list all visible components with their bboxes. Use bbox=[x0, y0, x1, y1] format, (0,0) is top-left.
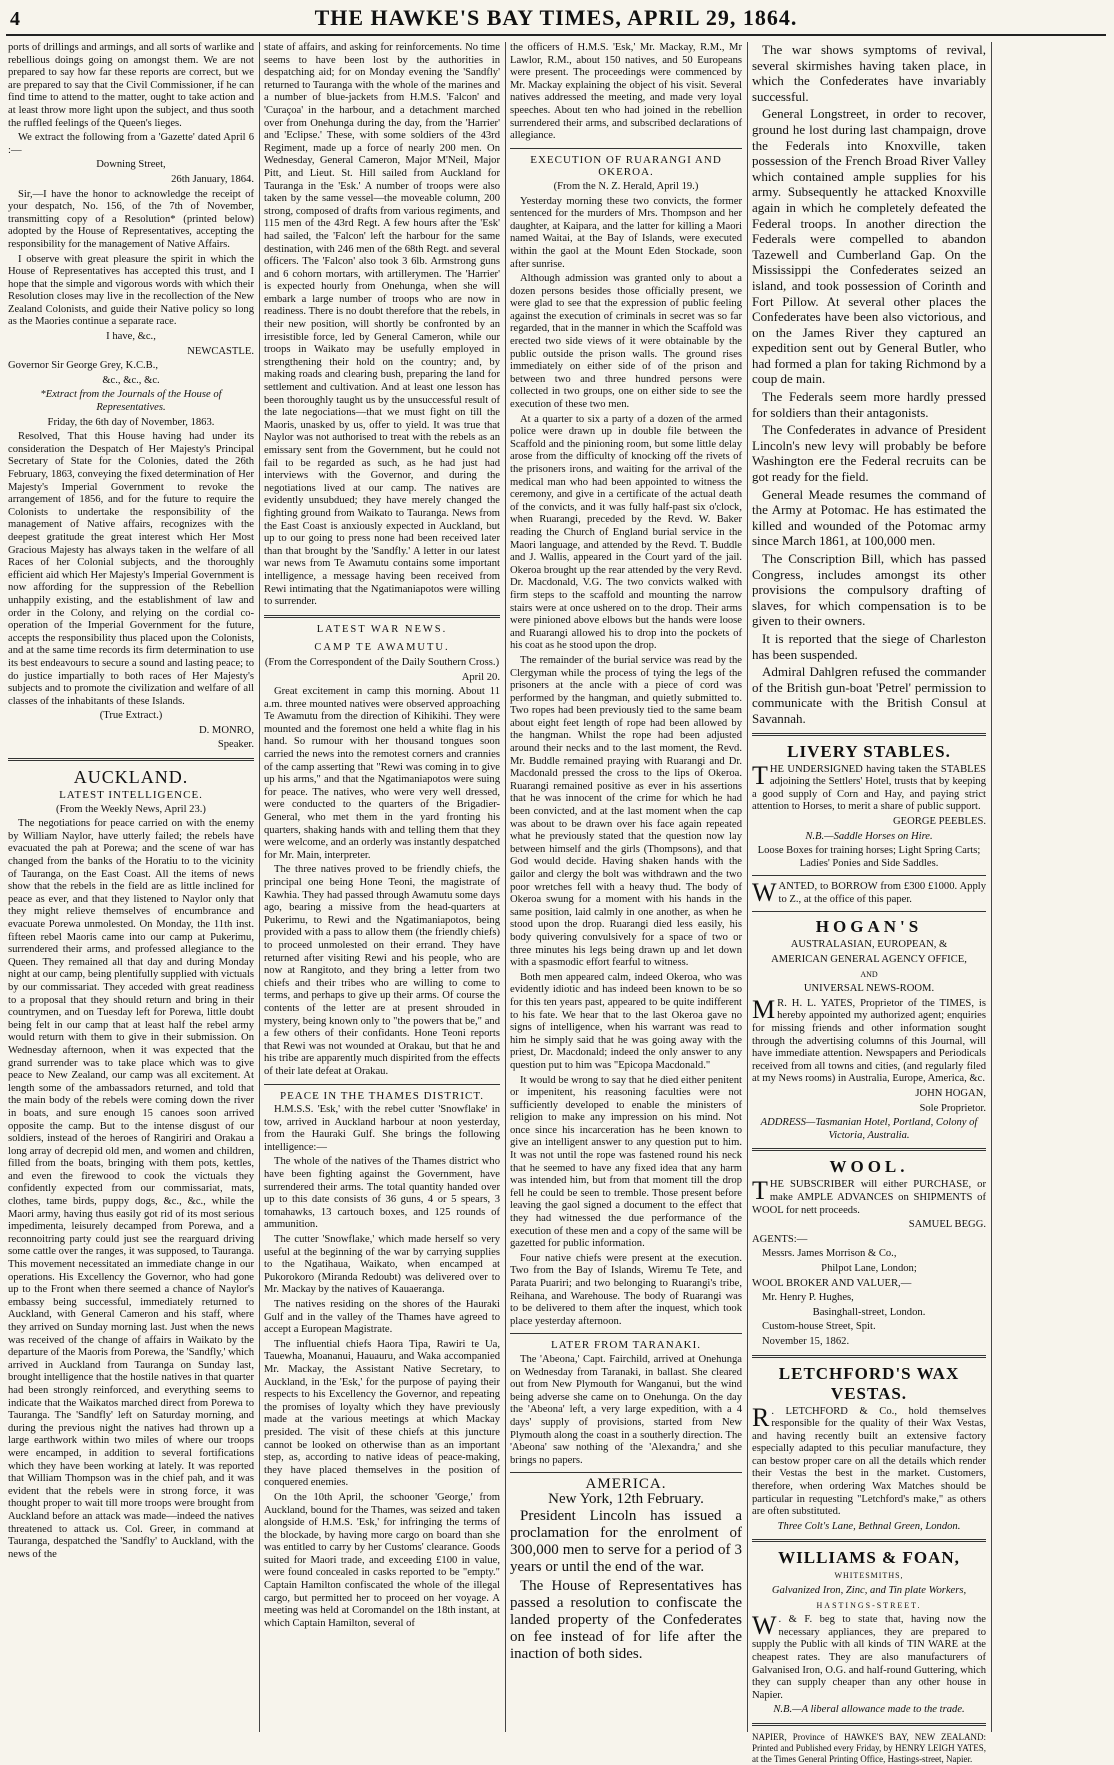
paragraph: ports of drillings and armings, and all sorts of warlike and rebellious doings going on amongst them. We are not prepared to say how far these reports are correct, but we are prepared to say that the Civil Commissioner, if he can find time to attend to the matter, ought to take action and at least throw more light upon the subject, and thus sooth the ruffled feelings of the Queen's lieges. bbox=[8, 42, 254, 129]
divider bbox=[752, 733, 986, 736]
source-line: (From the Weekly News, April 23.) bbox=[56, 803, 206, 815]
signature: I have, &c., bbox=[106, 331, 156, 343]
paragraph: Great excitement in camp this morning. About 11 a.m. three mounted natives were observed approaching Te Awamutu from the direction of Kihikihi. They were mounted and the foremost one held a white flag in his hand. So rumour with her thousand tongues soon carried the news into the remotest corners and crannies of the camp asserting that "Rewi was coming in to give up his arms," and that the Ngatimaniapotos were suing for peace. The natives, who were very well dressed, were conducted to the quarters of the Brigadier-General, who met them in the yard fronting his quarters, shaking hands with and telling them that they were welcome, and an orderly was instantly despatched for Mr. Main, interpreter. bbox=[264, 686, 500, 861]
newspaper-page bbox=[6, 4, 1106, 1764]
ad-subheading: HASTINGS-STREET. bbox=[816, 1600, 922, 1610]
ad-line: AGENTS:— bbox=[752, 1233, 808, 1245]
paragraph: Admiral Dahlgren refused the commander of the British gun-boat 'Petrel' permission to communicate with the British Consul at Savannah. bbox=[752, 664, 986, 726]
paragraph: The cutter 'Snowflake,' which made herself so very useful at the beginning of the war by carrying supplies to the Ngatihaua, Waikato, when encamped at Pukorokoro (Miranda Redoubt) was delivered over to Mr. Mackay by the natives of Kauaeranga. bbox=[264, 1234, 500, 1296]
ad-subheading: UNIVERSAL NEWS-ROOM. bbox=[803, 983, 935, 995]
paragraph: Yesterday morning these two convicts, the former sentenced for the murders of Mrs. Thompson and her daughter, at Kaipara, and the latter for killing a Maori named Waitai, at the Bay of Islands, were executed within the gaol at the Mount Eden Stockade, soon after sunrise. bbox=[510, 195, 742, 270]
paragraph: We extract the following from a 'Gazette' dated April 6 :— bbox=[8, 132, 254, 156]
ad-text: . & F. beg to state that, having now the necessary appliances, they are prepared to supply the Public with all kinds of TIN WARE at the cheapest rates. They are also manufacturers of Galvanised Iron, O.G. and half-round Guttering, which they can supply cheaper than any other house in Napier. bbox=[752, 1614, 986, 1701]
divider bbox=[8, 758, 254, 761]
paragraph: the officers of H.M.S. 'Esk,' Mr. Mackay, R.M., Mr Lawlor, R.M., about 150 natives, and 50 Europeans were present. The proceedings were commenced by Mr. Mackay explaining the object of his visit. Several natives addressed the meeting, and made very loyal speeches. About ten who had joined in the rebellion surrendered their arms, and subscribed declarations of allegiance. bbox=[510, 42, 742, 142]
column-rule bbox=[505, 42, 506, 1732]
ad-hogans bbox=[752, 917, 986, 1142]
paragraph: The Federals seem more hardly pressed for soldiers than their antagonists. bbox=[752, 389, 986, 420]
ad-heading: WOOL. bbox=[829, 1157, 909, 1177]
ad-subheading: AMERICAN GENERAL AGENCY OFFICE, bbox=[771, 954, 967, 966]
paragraph: The whole of the natives of the Thames district who have been fighting against the Government, have surrendered their arms. The total quantity handed over up to this date consists of 36 guns, 4 or 5 spears, 3 tomahawks, 13 cartouch boxes, and 125 rounds of ammunition. bbox=[264, 1156, 500, 1231]
divider bbox=[752, 1148, 986, 1151]
section-heading-auckland: AUCKLAND. bbox=[73, 767, 189, 788]
columns bbox=[6, 42, 1106, 1764]
ad-livery-stables bbox=[752, 742, 986, 871]
signer: D. MONRO, bbox=[198, 724, 254, 736]
paragraph: The 'Abeona,' Capt. Fairchild, arrived at Onehunga on Wednesday from Taranaki, in ballast. She cleared out from New Plymouth for Wanganui, but the wind being adverse she came on to Onehunga. On the day the 'Abeona' left, a very large expedition, with a 4 days' supply of provisions, started from New Plymouth along the coast in a southerly direction. The 'Abeona' saw nothing of the 'Alexandra,' and she brings no papers. bbox=[510, 1353, 742, 1466]
ad-text: HE SUBSCRIBER will either PURCHASE, or make AMPLE ADVANCES on SHIPMENTS of WOOL for nett proceeds. bbox=[752, 1179, 986, 1216]
divider bbox=[264, 1084, 500, 1085]
drop-cap: R bbox=[752, 1402, 770, 1432]
paragraph: On the 10th April, the schooner 'George,' from Auckland, bound for the Thames, was seized and taken alongside of H.M.S. 'Esk,' for infringing the terms of the blockade, by having more cargo on board than she was entitled to carry by her Customs' clearance. Goods suited for Maori trade, and exceeding £100 in value, were found concealed in casks reported to be "empty." Captain Hamilton confiscated the whole of the illegal cargo, but permitted her to proceed on her voyage. A meeting was held at Coromandel on the 18th instant, at which Captain Hamilton, several of bbox=[264, 1491, 500, 1629]
divider bbox=[752, 1539, 986, 1542]
paragraph: The Confederates in advance of President Lincoln's new levy will probably be before Washington ere the Federal recruits can be got ready for the field. bbox=[752, 422, 986, 485]
ad-line: Philpot Lane, London; bbox=[821, 1262, 917, 1274]
divider bbox=[510, 1333, 742, 1334]
paragraph: Resolved, That this House having had under its consideration the Despatch of Her Majesty's Principal Secretary of State for the Colonies, dated the 26th February, 1863, conveying the fixed determination of Her Majesty's Imperial Government to revoke the arrangement of 1856, and for the future to require the Colonists to undertake the responsibility of the management of Native affairs, recognizes with the deepest gratitude the great interest which Her Most Gracious Majesty has always taken in the welfare of all Races of her Colonial subjects, and the thoroughly efficient aid which Her Majesty's Imperial Government is now affording for the suppression of the Rebellion unhappily existing, and the establishment of law and order in the Colony, and relying on the cordial co-operation of the Imperial Government for the future, accepts the responsibility thus placed upon the Colonists, and at the same time records its firm determination to use its best endeavours to secure a sound and lasting peace; to do justice impartially to both races of Her Majesty's subjects and to promote the civilization and welfare of all classes of the inhabitants of these Islands. bbox=[8, 431, 254, 707]
paragraph: It would be wrong to say that he died either penitent or impenitent, his reasoning faculties were not sufficiently developed to enable the ministers of religion to make any impression on his mind. Not once since his incarceration has he been known to give an intelligent answer to any question put to him. It was not until the rope was fastened round his neck that he seemed to have any fixed idea that any harm was intended him, but from that moment till the drop fell he could be seen to tremble. Those present before leaving the gaol signed a document to the effect that they had witnessed the due performance of the execution of these men and a copy of the same will be gazetted for public information. bbox=[510, 1074, 742, 1250]
column-rule bbox=[747, 42, 748, 1732]
ad-note: N.B.—A liberal allowance made to the trade. bbox=[773, 1704, 965, 1716]
paragraph: H.M.S.S. 'Esk,' with the rebel cutter 'Snowflake' in tow, arrived in Auckland harbour at noon yesterday, from the Hauraki Gulf. She brings the following intelligence:— bbox=[264, 1104, 500, 1153]
ad-address: Three Colt's Lane, Bethnal Green, London. bbox=[777, 1520, 961, 1532]
dateline: 26th January, 1864. bbox=[171, 173, 254, 185]
divider bbox=[510, 1472, 742, 1473]
section-heading-war-news: LATEST WAR NEWS. bbox=[316, 623, 448, 635]
column-rule bbox=[259, 42, 260, 1732]
drop-cap: T bbox=[752, 760, 768, 790]
paragraph: At a quarter to six a party of a dozen of the armed police were drawn up in double file between the Scaffold and the pinioning room, but some little delay arose from the difficulty of knocking off the rivets of the prisoners irons, and waiting for the arrival of the medical man who had been appointed to witness the ceremony, and give in a certificate of the actual death of the convicts, and it was fully half-past six o'clock, when Ruarangi, preceded by the Revd. W. Baker reading the Church of England burial service in the Maori language, and attended by the Revd. T. Buddle and J. Wallis, appeared in the Court yard of the jail. Okeroa brought up the rear attended by the very Revd. Dr. Macdonald, V.G. The two convicts walked with firm steps to the scaffold and mounting the narrow stairs were at once ushered on to the drop. Their arms were pinioned above elbows but the hands were loose and Ruarangi allowed his to drop into the pockets of his coat as he stood upon the drop. bbox=[510, 413, 742, 652]
ad-subheading: AND bbox=[860, 969, 878, 979]
ad-line: WOOL BROKER AND VALUER,— bbox=[752, 1277, 912, 1289]
paragraph: Four native chiefs were present at the execution. Two from the Bay of Islands, Wiremu Te Tete, and Parata Puariri; and two belonging to Ruarangi's tribe, Reihana, and Warehouse. The body of Ruarangi was to be delivered to them after the inquest, which took place yesterday afternoon. bbox=[510, 1252, 742, 1327]
imprint: NAPIER, Province of HAWKE'S BAY, NEW ZEALAND: Printed and Published every Friday, by HENRY LEIGH YATES, at the Times General Printing Office, Hastings-street, Napier. bbox=[752, 1731, 986, 1764]
ad-signer: JOHN HOGAN, bbox=[915, 1088, 986, 1099]
dateline: April 20. bbox=[461, 671, 500, 683]
paragraph: Both men appeared calm, indeed Okeroa, who was evidently idiotic and has indeed been known to be so for this ten years past, appeared to be quite indifferent to his fate. We hear that to the last Okeroa gave no signs of intelligence, when his warrant was read to him he simply said that he was going away with the priest, Dr. Macdonald; indeed the only answer to any question put to him was "Epicopa Macdonald." bbox=[510, 971, 742, 1071]
page-number: 4 bbox=[10, 8, 20, 30]
ad-line: Messrs. James Morrison & Co., bbox=[762, 1248, 897, 1260]
ad-subheading: WHITESMITHS, bbox=[834, 1571, 904, 1581]
dateline: New York, 12th February. bbox=[548, 1490, 704, 1507]
section-heading-america: AMERICA. bbox=[585, 1476, 667, 1493]
section-subheading: LATEST INTELLIGENCE. bbox=[59, 789, 203, 802]
addressee: Governor Sir George Grey, K.C.B., bbox=[8, 360, 159, 372]
ad-text: ANTED, to BORROW from £300 £1000. Apply to Z., at the office of this paper. bbox=[778, 881, 986, 905]
divider bbox=[752, 1723, 986, 1726]
drop-cap: M bbox=[752, 994, 776, 1024]
true-extract: (True Extract.) bbox=[99, 710, 163, 722]
paragraph: The three natives proved to be friendly chiefs, the principal one being Hone Teoni, the magistrate of Kawhia. They had passed through Awamutu some days ago, bearing a missive from the head-quarters at Pukerimu, to Rewi and the Ngatimaniapotos, being provided with a pass to allow them (the friendly chiefs) to proceed unmolested on their errand. They have returned after visiting Rewi and his people, who are now at Rangitoto, and they bring a letter from two chiefs and their tribes who are willing to come to terms, and perhaps to give up their arms. Of course the contents of the letter are at present shrouded in mystery, being known only to "the powers that be," and a few others of their confidants. Hone Teoni reports that Rewi was not wounded at Orakau, but that he and his tribe are apparently much dispirited from the effects of their late defeat at Orakau. bbox=[264, 864, 500, 1077]
ad-heading: LETCHFORD'S WAX VESTAS. bbox=[778, 1363, 960, 1403]
paragraph: It is reported that the siege of Charleston has been suspended. bbox=[752, 630, 986, 662]
column-rule bbox=[991, 42, 992, 1732]
ad-text: HE UNDERSIGNED having taken the STABLES adjoining the Settlers' Hotel, trusts that by keeping a good supply of Corn and Hay, and paying strict attention to Horses, to merit a share of public support. bbox=[752, 763, 986, 813]
ad-signer-title: Sole Proprietor. bbox=[919, 1102, 986, 1114]
dateline: Downing Street, bbox=[96, 159, 166, 171]
ad-line: Basinghall-street, London. bbox=[812, 1306, 926, 1318]
ad-note: Loose Boxes for training horses; Light Spring Carts; Ladies' Ponies and Side Saddles. bbox=[757, 845, 981, 869]
paragraph: Although admission was granted only to about a dozen persons besides those officially present, we were glad to see that the expression of public feeling against the execution of criminals in secret was so far regarded, that in the manner in which the Scaffold was erected two side views of it were obtainable by the public outside the prison walls. The ground rises immediately on either side of of the prison and between two and three hundred persons were collected in two groups, one on either side to see the execution of these two men. bbox=[510, 273, 742, 411]
paragraph: Sir,—I have the honor to acknowledge the receipt of your despatch, No. 156, of the 7th of November, transmitting copy of a Resolution* (printed below) adopted by the House of Representatives, accepting the responsibility for the management of Native Affairs. bbox=[8, 188, 254, 250]
ad-note: N.B.—Saddle Horses on Hire. bbox=[805, 830, 933, 842]
source-line: (From the N. Z. Herald, April 19.) bbox=[553, 180, 699, 192]
paragraph: The remainder of the burial service was read by the Clergyman while the process of tying the legs of the prisoners at the ancle with a piece of cord was performed by the hangman, and quietly submitted to. Two ropes had been previously tied to the same beam about eight feet length of rope had been allowed by the hangman. Whilst the rope had been adjusted around their necks and to the last moment, the Revd. Mr. Buddle remained praying with Ruarangi and Dr. Macdonald pressed the cross to the lips of Okeroa. Ruarangi remained positive as ever in his assertions that he was innocent of the crime for which he had been convicted, and at the last moment when the cap was about to be drawn over his face again repeated what he previously stated that the question now lay between himself and the girls (Thompsons), and that God would decide. Having shaken hands with the gailor and clergy the bolt was withdrawn and the two poor wretches fell with a heavy thud. The body of Okeroa swung for a moment with his hands in the same position, laid calmly in one another, as when he stood upon the drop. Ruarangi died less easily, his body quivering convulsively for a space of two or three minutes his legs being drawn up and let down with a spasmodic effort fearful to witness. bbox=[510, 654, 742, 969]
ad-heading: WILLIAMS & FOAN, bbox=[778, 1548, 960, 1568]
divider bbox=[752, 911, 986, 912]
ad-line: Custom-house Street, Spit. bbox=[762, 1321, 876, 1333]
paragraph: The negotiations for peace carried on with the enemy by William Naylor, have utterly failed; the rebels have evacuated the pah at Porewa; and the scene of war has changed from the banks of the Horatiu to to the vicinity of Tauranga, on the East Coast. All the items of news show that the rebels in the field are as little inclined for peace as ever, and that they listened to Naylor only that they might relieve themselves of encumbrance and evacuate Porewa unmolested. On Monday, the 11th inst. fifteen rebel Maoris came into our camp at Pukerimu, surrendered their arms, and professed allegiance to the Queen. They remained all that day and during Monday night at our camp, being plentifully supplied with victuals by our commissariat. They acceded with great readiness to a proposal that they should return and bring in their countrymen, and on Tuesday left for Porewa, little doubt being felt in our camp that at least half the rebel army would return with them to give in their submission. On Wednesday afternoon, when it was expected that the grand surrender was to take place which was to give peace to New Zealand, our camp was all excitement. At length some of the ambassadors returned, and told that the main body of the rebels were coming down the river in boats, and sure enough 15 canoes soon arrived opposite the camp. But to the intense disgust of our soldiers, instead of the heroes of Rangiriri and Orakau a long array of decrepid old men, and women and children, filled from the boats, bringing with them pots, kettles, and even the firewood to cook the victuals they confidently expected from our commissariat, mats, clothes, tame birds, puppy dogs, &c., &c., while the Maori army, having thus easily got rid of its most serious impedimenta, leisurely decamped from Porewa, and a reconnoitring party could just see the rearguard driving some cattle over the ranges, it was supposed, to Tauranga. This movement necessitated an immediate change in our operations. His Excellency the Governor, who had gone up to the Front when there seemed a chance of Naylor's embassy being successful, immediately returned to Auckland, with General Cameron and his staff, where they arrived on Sunday morning last. Just when the news was received of the change of affairs in Waikato by the departure of the Maoris from Porewa, the 'Sandfly,' which arrived in Auckland from Tauranga on Sunday last, brought intelligence that the hostile natives in that quarter had been strongly reinforced, and everything seems to indicate that the Waikatos marched direct from Porewa to Tauranga. The 'Sandfly' left on Saturday morning, and during the previous night the natives had thrown up a large earthwork within two miles of where our troops were encamped, in addition to several fortifications which they have been working at lately. It was reported that William Thompson was in the chief pah, and it was evident that the rebels were in strong force, it was thought proper to wait till more troops were brought from Auckland before an attack was made—indeed the natives threatened to attack us. Col. Greer, in command at Tauranga, despatched the 'Sandfly' to Auckland, with the news of the bbox=[8, 818, 254, 1560]
paragraph: The Conscription Bill, which has passed Congress, includes amongst its other provisions the compulsory drafting of slaves, for which compensation is to be given to their owners. bbox=[752, 551, 986, 629]
column-1 bbox=[8, 42, 254, 1732]
column-2 bbox=[264, 42, 500, 1732]
section-heading-execution: EXECUTION OF RUARANGI AND OKEROA. bbox=[530, 153, 722, 179]
ad-heading: HOGAN'S bbox=[815, 917, 923, 937]
paragraph: The natives residing on the shores of the Hauraki Gulf and in the valley of the Thames have agreed to accept a European Magistrate. bbox=[264, 1299, 500, 1336]
column-4 bbox=[752, 42, 986, 1764]
extract-heading: *Extract from the Journals of the House of Representatives. bbox=[40, 389, 222, 414]
page-margin bbox=[996, 42, 1104, 1732]
masthead bbox=[6, 4, 1106, 36]
paragraph: Friday, the 6th day of November, 1863. bbox=[47, 416, 215, 428]
ad-signer: SAMUEL BEGG. bbox=[908, 1219, 986, 1231]
ad-wool bbox=[752, 1157, 986, 1348]
section-heading-taranaki: LATER FROM TARANAKI. bbox=[550, 1339, 701, 1352]
paragraph: The House of Representatives has passed a resolution to confiscate the landed property of the Confederates on fee instead of for life after the inaction of both sides. bbox=[510, 1577, 742, 1662]
paragraph: President Lincoln has issued a proclamation for the enrolment of 300,000 men to serve for a period of 3 years or until the end of the war. bbox=[510, 1507, 742, 1575]
divider bbox=[752, 1355, 986, 1358]
ad-subheading: Galvanized Iron, Zinc, and Tin plate Workers, bbox=[771, 1585, 967, 1597]
drop-cap: W bbox=[752, 878, 777, 908]
divider bbox=[264, 615, 500, 618]
ad-subheading: AUSTRALASIAN, EUROPEAN, & bbox=[790, 939, 948, 951]
paragraph: I observe with great pleasure the spirit in which the House of Representatives has accepted this trust, and I hope that the simple and vigorous words with which their Resolution closes may live in the recollection of the New Zealand Colonists, and guide their Native policy so long as the Maories continue a separate race. bbox=[8, 253, 254, 328]
ad-williams-foan bbox=[752, 1548, 986, 1717]
ad-signer: GEORGE PEEBLES. bbox=[893, 815, 986, 827]
ad-wanted bbox=[752, 878, 986, 908]
section-heading-thames: PEACE IN THE THAMES DISTRICT. bbox=[279, 1089, 485, 1102]
column-3 bbox=[510, 42, 742, 1732]
paragraph: state of affairs, and asking for reinforcements. No time seems to have been lost by the authorities in despatching aid; for on Monday evening the 'Sandfly' returned to Tauranga with the whole of the marines and a number of blue-jackets from H.M.S. 'Falcon' and 'Curaçoa' in the harbour, and a detachment marched over from Onehunga during the day, from the 'Harrier' and 'Eclipse.' These, with some soldiers of the 43rd Regiment, made up a force of nearly 200 men. On Wednesday, General Cameron, Major M'Neil, Major Pitt, and Lieut. St. Hill sailed from Auckland for Tauranga in the 'Esk.' A number of troops were also taken by the same vessel—the moveable column, 200 strong, composed of drafts from various regiments, and 115 men of the 43rd Regt. A few hours after the 'Esk' had sailed, the 'Falcon' left the harbour for the same destination, with 246 men of the 68th Regt. and several officers. The 'Falcon' also took 3 6lb. Armstrong guns and 6 cohorn mortars, with artillerymen. The 'Harrier' is expected hourly from Onehunga, when she will embark a large number of troops who are now in readiness. There is no doubt therefore that the rebels, in their new position, will shortly be confronted by an irresistible force, led by General Cameron, while our troops in Waikato may be usefully employed in strengthening their hold on the country; and, by making roads and clearing bush, preparing the land for settlement and cultivation. And at least one lesson has been thoroughly taught us by the unsuccessful result of the late negociations—that we must fight on till the Maoris, unasked by us, offer to yield. It was true that Naylor was not authorised to treat with the rebels as an emissary sent from the Government, but he could not fail to be regarded as such, as he had just had interviews with the Governor, and during the negotiations lived at our camp. The natives are evidently unsubdued; they have merely changed the fighting ground from Waikato to Tauranga. News from the East Coast is anxiously expected in Auckland, but up to our going to press none had been received later than that brought by the 'Sandfly.' A letter in our latest war news from Te Awamutu contains some important intelligence, a message having been received from Rewi intimating that the Ngatimaniapotos were willing to surrender. bbox=[264, 42, 500, 608]
section-subheading: CAMP TE AWAMUTU. bbox=[314, 642, 450, 654]
paragraph: The war shows symptoms of revival, several skirmishes having taken place, in which the Confederates have invariably successful. bbox=[752, 42, 986, 104]
ad-address: ADDRESS—Tasmanian Hotel, Portland, Colony of Victoria, Australia. bbox=[760, 1117, 978, 1141]
ad-line: Mr. Henry P. Hughes, bbox=[762, 1292, 854, 1304]
signer-title: Speaker. bbox=[217, 739, 254, 751]
addressee: &c., &c., &c. bbox=[102, 374, 160, 386]
ad-heading: LIVERY STABLES. bbox=[787, 741, 951, 761]
paragraph: General Longstreet, in order to recover, ground he lost during last champaign, drove the Federals into Knoxville, taken possession of the French Broad River Valley which contained ample supplies for his army. Subsequently he attacked Knoxville again in which he completely defeated the Federal troops. In another direction the Federals were compelled to abandon Tazewell and Cumberland Gap. On the Mississippi the Confederates seized an island, and took possession of Corinth and Fort Pillow. At several other places the Confederates have been also victorious, and on the James River they captured an expedition sent out by General Butler, who had formed a plan for taking Richmond by a coup de main. bbox=[752, 106, 986, 387]
ad-date: November 15, 1862. bbox=[762, 1335, 850, 1347]
signature: NEWCASTLE. bbox=[187, 345, 254, 357]
drop-cap: W bbox=[752, 1611, 777, 1641]
divider bbox=[510, 148, 742, 149]
newspaper-title: THE HAWKE'S BAY TIMES, APRIL 29, 1864. bbox=[314, 5, 798, 30]
source-line: (From the Correspondent of the Daily Southern Cross.) bbox=[264, 656, 500, 668]
drop-cap: T bbox=[752, 1176, 768, 1206]
ad-text: . LETCHFORD & Co., hold themselves responsible for the quality of their Wax Vestas, and having recently built an extensive factory especially adapted to this peculiar manufacture, they can bestow proper care on all the details which render their Vestas the best in the market. Customers, therefore, when ordering Wax Matches should be particular in requesting "Letchford's make," as others are often substituted. bbox=[752, 1405, 986, 1518]
paragraph: The influential chiefs Haora Tipa, Rawiri te Ua, Tauewha, Moananui, Hauauru, and Waka accompanied Mr. Mackay, the Assistant Native Secretary, to Auckland, in the 'Esk,' for the purpose of paying their respects to his Excellency the Governor, and repeating the promises of loyalty which they have previously made at the various meetings at which Mackay presided. The visit of these chiefs at this juncture cannot be looked on otherwise than as an important step, as, according to native ideas of peace-making, they have placed themselves in the position of conquered enemies. bbox=[264, 1338, 500, 1489]
ad-text: R. H. L. YATES, Proprietor of the TIMES, is hereby appointed my authorized agent; enquiries for missing friends and other information sought through the advertising columns of this Journal, will have immediate attention. Newspapers and Periodicals received from all towns and cities, (and regularly filed at my News rooms) in Australia, Europe, America, &c. bbox=[752, 997, 986, 1085]
paragraph: General Meade resumes the command of the Army at Potomac. He has estimated the killed and wounded of the Potomac army since March 1861, at 100,000 men. bbox=[752, 486, 986, 549]
ad-letchford bbox=[752, 1364, 986, 1534]
divider bbox=[752, 875, 986, 876]
